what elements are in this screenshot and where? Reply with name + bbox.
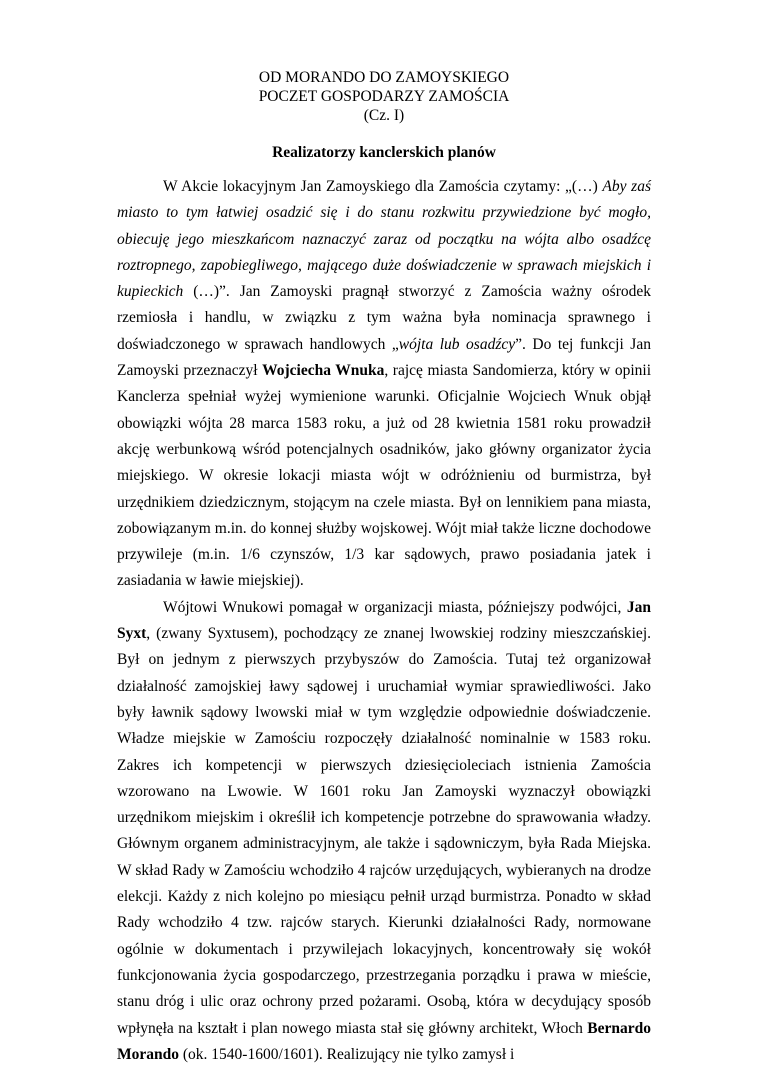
- article-body: [117, 174, 651, 1068]
- p1-name-wnuk: Wojciecha Wnuka: [262, 362, 385, 380]
- p1-text-d: , rajcę miasta Sandomierza, który w opinii Kanclerza spełniał wyżej wymienione warunki. Oficjalnie Wojciech Wnuk objął obowiązki wójta 28 marca 1583 roku, a już od 28 kwietnia 1581 roku prowadził akcję werbunkową wśród potencjalnych osadników, jako główny organizator życia miejskiego. W okresie lokacji miasta wójt w odróżnieniu od burmistrza, był urzędnikiem dziedzicznym, stojącym na czele miasta. Był on lennikiem pana miasta, zobowiązanym m.in. do konnej służby wojskowej. Wójt miał także liczne dochodowe przywileje (m.in. 1/6 czynszów, 1/3 kar sądowych, prawo posiadania jatek i zasiadania w ławie miejskiej).: [117, 362, 652, 590]
- p2-name-morando: Bernardo Morando: [117, 1019, 651, 1063]
- p2-name-syxt: Jan Syxt: [117, 598, 651, 643]
- paragraph-2: [117, 595, 651, 1068]
- p1-quote-2: wójta lub osadźcy: [398, 335, 516, 353]
- p2-text-a: Wójtowi Wnukowi pomagał w organizacji miasta, późniejszy podwójci,: [163, 598, 627, 616]
- p1-text-a: W Akcie lokacyjnym Jan Zamoyskiego dla Zamościa czytamy: „(…): [163, 178, 603, 195]
- p2-text-c: (ok. 1540-1600/1601). Realizujący nie tylko zamysł i: [179, 1045, 515, 1063]
- p1-text-b: (…)”. Jan Zamoyski pragnął stworzyć z Zamościa ważny ośrodek rzemiosła i handlu, w związku z tym ważna była nominacja sprawnego i doświadczonego w sprawach handlowych „: [117, 283, 651, 353]
- p1-quote: Aby zaś miasto to tym łatwiej osadzić się i do stanu rozkwitu przywiedzione być mogło, obiecuję jego mieszkańcom naznaczyć zaraz od początku na wójta albo osadźcę roztropnego, zapobiegliwego, mającego duże doświadczenie w sprawach miejskich i kupieckich: [117, 178, 651, 301]
- header-part-number: (Cz. I): [363, 107, 405, 124]
- document-page: [117, 68, 651, 1068]
- section-title: Realizatorzy kanclerskich planów: [272, 144, 496, 161]
- p1-text-c: ”. Do tej funkcji Jan Zamoyski przeznaczył: [117, 335, 651, 380]
- header-title: OD MORANDO DO ZAMOYSKIEGO: [258, 69, 510, 86]
- document-header: [117, 68, 651, 125]
- paragraph-1: [117, 174, 651, 595]
- p2-text-b: , (zwany Syxtusem), pochodzący ze znanej lwowskiej rodziny mieszczańskiej. Był on jednym z pierwszych przybyszów do Zamościa. Tutaj też organizował działalność zamojskiej ławy sądowej i uruchamiał wymiar sprawiedliwości. Jako były ławnik sądowy lwowski miał w tym względzie odpowiednie doświadczenie. Władze miejskie w Zamościu rozpoczęły działalność nominalnie w 1583 roku. Zakres ich kompetencji w pierwszych dziesięcioleciach istnienia Zamościa wzorowano na Lwowie. W 1601 roku Jan Zamoyski wyznaczył obowiązki urzędnikom miejskim i określił ich kompetencje potrzebne do sprawowania władzy. Głównym organem administracyjnym, ale także i sądowniczym, była Rada Miejska. W skład Rady w Zamościu wchodziło 4 rajców urzędujących, wybieranych na drodze elekcji. Każdy z nich kolejno po miesiącu pełnił urząd burmistrza. Ponadto w skład Rady wchodziło 4 tzw. rajców starych. Kierunki działalności Rady, normowane ogólnie w dokumentach i przywilejach lokacyjnych, koncentrowały się wokół funkcjonowania życia gospodarczego, przestrzegania porządku i prawa w mieście, stanu dróg i ulic oraz ochrony przed pożarami. Osobą, która w decydujący sposób wpłynęła na kształt i plan nowego miasta stał się główny architekt, Włoch: [117, 625, 651, 1037]
- header-series-title: POCZET GOSPODARZY ZAMOŚCIA: [258, 88, 510, 105]
